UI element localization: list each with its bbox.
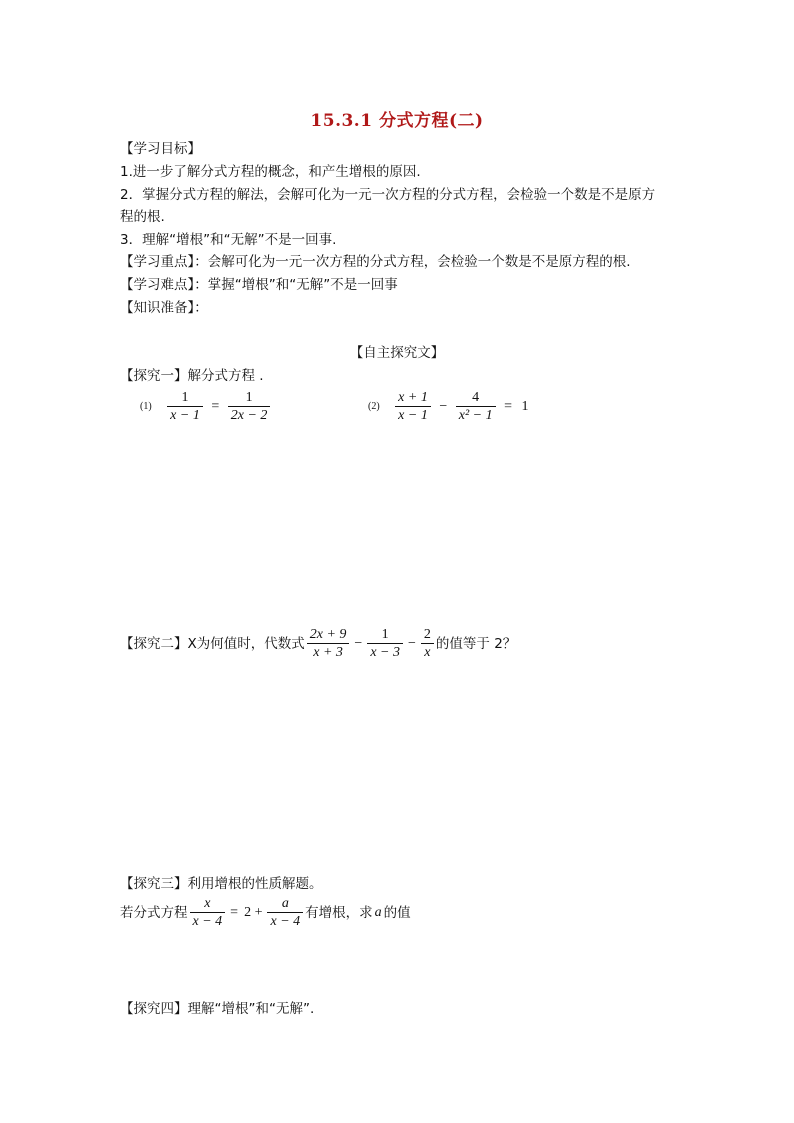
constant-term: 2 +	[244, 904, 263, 920]
denominator: x − 1	[395, 406, 431, 424]
fraction	[267, 895, 303, 930]
fraction	[307, 626, 350, 661]
explore-4-heading: 【探究四】理解“增根”和“无解”.	[120, 1001, 315, 1017]
explore-2	[120, 626, 516, 661]
explore-3-problem	[120, 895, 411, 930]
numerator: 1	[381, 627, 389, 642]
numerator: 1	[245, 390, 253, 405]
denominator: x² − 1	[456, 406, 496, 424]
problem-label-1: (1)	[140, 401, 152, 412]
equation-1	[140, 389, 272, 424]
explore-1-heading: 【探究一】解分式方程 .	[120, 368, 264, 384]
page-title: 15.3.1 分式方程(二)	[310, 111, 484, 131]
numerator: a	[281, 896, 289, 911]
denominator: x − 3	[367, 643, 403, 661]
goal-1: 1.进一步了解分式方程的概念，和产生增根的原因.	[120, 164, 421, 180]
fraction	[190, 895, 226, 930]
goals-heading: 【学习目标】	[120, 141, 201, 157]
minus-sign: −	[439, 398, 448, 414]
fraction	[367, 626, 403, 661]
equals-sign: =	[211, 398, 220, 414]
numerator: 2x + 9	[309, 627, 347, 642]
goal-3: 3．理解“增根”和“无解”不是一回事.	[120, 232, 337, 248]
section-heading: 【自主探究文】	[349, 345, 445, 361]
right-hand-side: 1	[521, 398, 529, 414]
denominator: x	[421, 643, 434, 661]
goal-2-line-1: 2．掌握分式方程的解法，会解可化为一元一次方程的分式方程，会检验一个数是不是原方	[120, 187, 656, 203]
explore-3-prefix: 若分式方程	[120, 904, 188, 921]
key-point: 【学习重点】：会解可化为一元一次方程的分式方程，会检验一个数是不是原方程的根.	[120, 254, 631, 270]
numerator: 1	[181, 390, 189, 405]
numerator: 2	[423, 627, 431, 642]
equals-sign: =	[230, 904, 239, 920]
knowledge-prep: 【知识准备】：	[120, 300, 208, 316]
fraction	[421, 626, 434, 661]
numerator: x	[204, 896, 211, 911]
problem-label-2: (2)	[368, 401, 380, 412]
equals-sign: =	[504, 398, 513, 414]
explore-3-suffix: 有增根，求	[305, 904, 373, 921]
explore-3-heading: 【探究三】利用增根的性质解题。	[120, 876, 323, 892]
explore-3-end: 的值	[383, 904, 411, 921]
numerator: 4	[472, 390, 480, 405]
fraction	[395, 389, 431, 424]
minus-sign: −	[408, 635, 416, 651]
fraction	[228, 389, 271, 424]
denominator: 2x − 2	[228, 406, 271, 424]
denominator: x − 4	[267, 912, 303, 930]
numerator: x + 1	[398, 390, 428, 405]
fraction	[456, 389, 496, 424]
denominator: x − 1	[167, 406, 203, 424]
difficulty: 【学习难点】：掌握“增根”和“无解”不是一回事	[120, 277, 398, 293]
variable-a: a	[374, 904, 382, 920]
equation-2	[368, 389, 532, 424]
explore-2-prefix: 【探究二】X为何值时，代数式	[120, 635, 305, 652]
equation-3	[188, 895, 306, 930]
explore-2-suffix: 的值等于 2？	[435, 635, 517, 652]
minus-sign: −	[354, 635, 363, 651]
fraction	[167, 389, 203, 424]
goal-2-line-2: 程的根.	[120, 209, 165, 225]
expression	[305, 626, 436, 661]
denominator: x + 3	[307, 643, 350, 661]
denominator: x − 4	[190, 912, 226, 930]
